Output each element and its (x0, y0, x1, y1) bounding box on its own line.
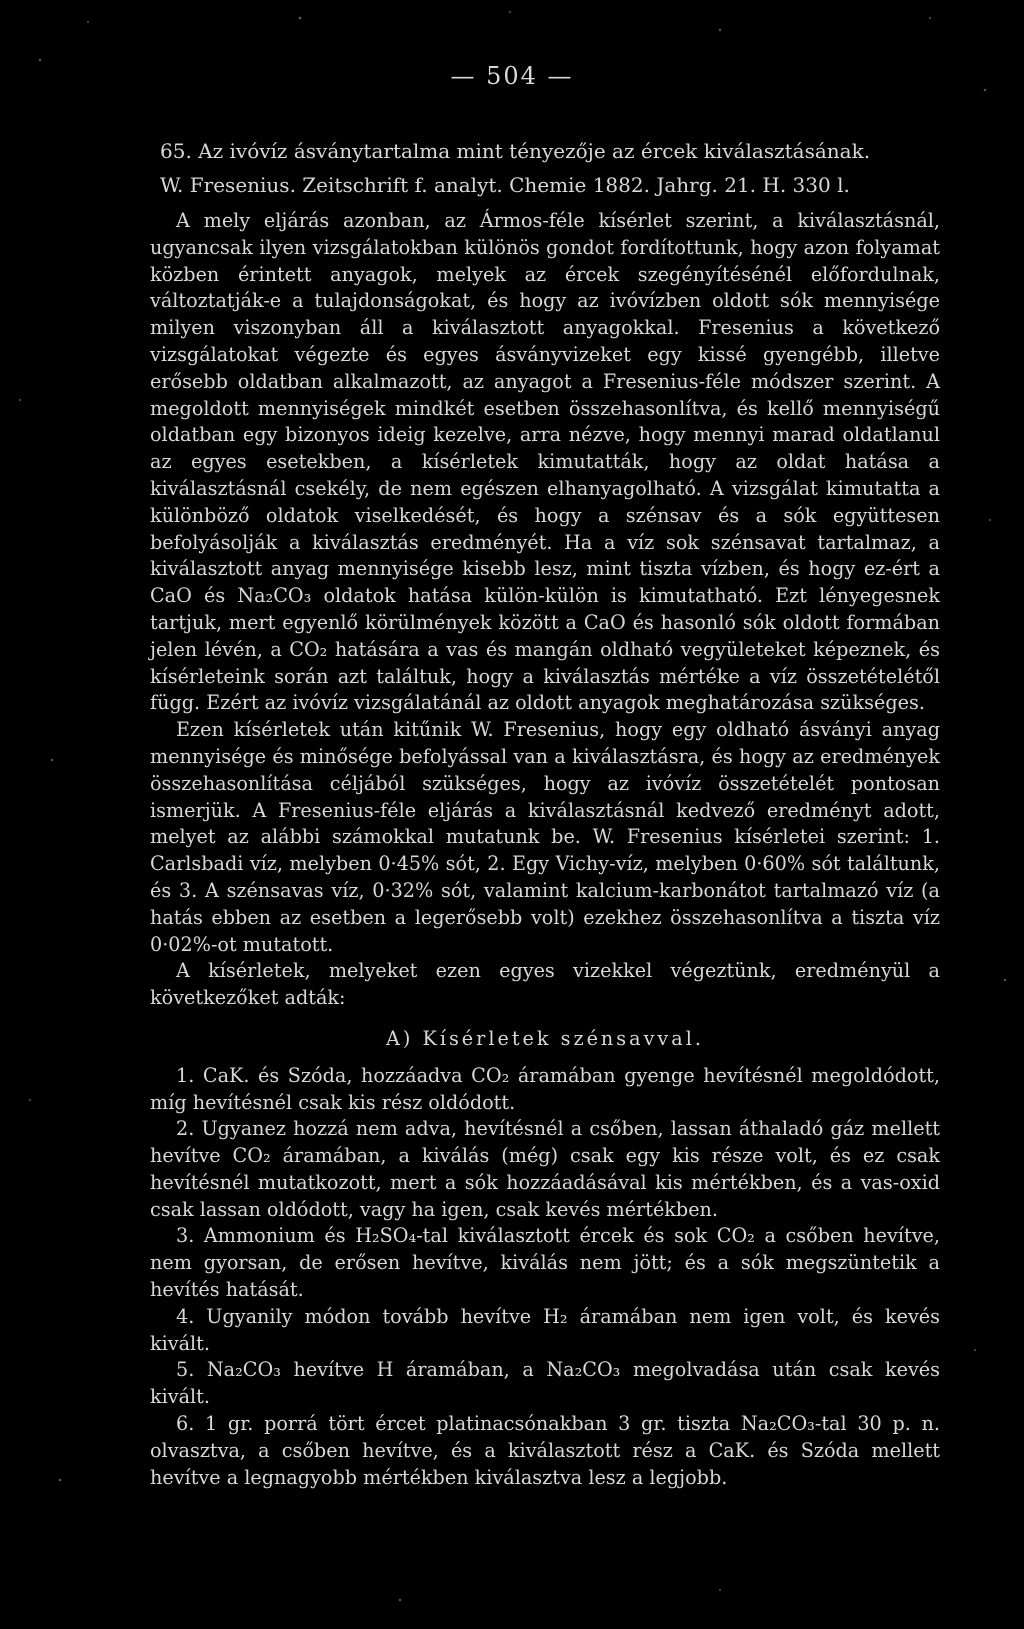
article-body (150, 208, 940, 1491)
paragraph: Ezen kísérletek után kitűnik W. Fresenius, hogy egy oldható ásványi anyag mennyisége és minősége befolyással van a kiválasztásra, és hogy az eredmények összehasonlítása céljából szükséges, hogy az ivóvíz összetételét pontosan ismerjük. A Fresenius-féle eljárás a kiválasztásnál kedvező eredményt adott, melyet az alábbi számokkal mutatunk be. W. Fresenius kísérletei szerint: 1. Carlsbadi víz, melyben 0·45% sót, 2. Egy Vichy-víz, melyben 0·60% sót találtunk, és 3. A szénsavas víz, 0·32% sót, valamint kalcium-karbonátot tartalmazó víz (a hatás ebben az esetben a legerősebb volt) ezekhez összehasonlítva a tiszta víz 0·02%-ot mutatott. (150, 718, 940, 956)
numbered-paragraph: 1. CaK. és Szóda, hozzáadva CO₂ áramában gyenge hevítésnél megoldódott, míg hevítésnél csak kis rész oldódott. (150, 1063, 940, 1114)
numbered-paragraph: 6. 1 gr. porrá tört ércet platinacsónakban 3 gr. tiszta Na₂CO₃-tal 30 p. n. olvasztva, a csőben hevítve, és a kiválasztott rész a CaK. és Szóda mellett hevítve a legnagyobb mértékben kiválasztva lesz a legjobb. (150, 1412, 940, 1489)
article-source: W. Fresenius. Zeitschrift f. analyt. Chemie 1882. Jahrg. 21. H. 330 l. (160, 173, 850, 197)
numbered-paragraph: 2. Ugyanez hozzá nem adva, hevítésnél a csőben, lassan áthaladó gáz mellett hevítve CO₂ áramában, a kiválás (még) csak egy kis része volt, és ez csak hevítésnél mutatkozott, mert a sók hozzáadásával kis mértékben, és a vas-oxid csak lassan oldódott, vagy ha igen, csak kevés mértékben. (150, 1117, 940, 1221)
section-heading: A) Kísérletek szénsavval. (386, 1026, 704, 1050)
numbered-paragraph: 3. Ammonium és H₂SO₄-tal kiválasztott ércek és sok CO₂ a csőben hevítve, nem gyorsan, de erősen hevítve, kiválás nem jött; és a sók megszüntetik a hevítés hatását. (150, 1224, 940, 1302)
paragraph: A kísérletek, melyeket ezen egyes vizekkel végeztünk, eredményül a következőket adták: (150, 959, 940, 1010)
numbered-paragraph: 4. Ugyanily módon tovább hevítve H₂ áramában nem igen volt, és kevés kivált. (150, 1304, 940, 1355)
article-title: 65. Az ivóvíz ásványtartalma mint tényezője az ércek kiválasztásának. (160, 139, 871, 163)
paragraph: A mely eljárás azonban, az Ármos-féle kísérlet szerint, a kiválasztásnál, ugyancsak ilyen vizsgálatokban különös gondot fordítottunk, hogy azon folyamat közben érintett anyagok, melyek az ércek szegényítésénél előfordulnak, változtatják-e a tulajdonságokat, és hogy az ivóvízben oldott sók mennyisége milyen viszonyban áll a kiválasztott anyagokkal. Fresenius a következő vizsgálatokat végezte és egyes ásványvizeket egy kissé gyengébb, illetve erősebb oldatban alkalmazott, az anyagot a Fresenius-féle módszer szerint. A megoldott mennyiségek mindkét esetben összehasonlítva, és kellő mennyiségű oldatban egy bizonyos ideig kezelve, arra nézve, hogy mennyi marad oldatlanul az egyes esetekben, a kísérletek kimutatták, hogy az oldat hatása a kiválasztásnál csekély, de nem egészen elhanyagolható. A vizsgálat kimutatta a különböző oldatok viselkedését, és hogy a szénsav és a sók együttesen befolyásolják a kiválasztás eredményét. Ha a víz sok szénsavat tartalmaz, a kiválasztott anyag mennyisége kisebb lesz, mint tiszta vízben, és hogy ez-ért a CaO és Na₂CO₃ oldatok hatása külön-külön is kimutatható. Ezt lényegesnek tartjuk, mert egyenlő körülmények között a CaO és hasonló sók oldott formában jelen lévén, a CO₂ hatására a vas és mangán oldható vegyületeket képeznek, és kísérleteink során azt találtuk, hogy a kiválasztás mértéke a víz összetételétől függ. Ezért az ivóvíz vizsgálatánál az oldott anyagok meghatározása szükséges. (150, 209, 940, 715)
numbered-paragraph: 5. Na₂CO₃ hevítve H áramában, a Na₂CO₃ megolvadása után csak kevés kivált. (150, 1358, 940, 1409)
page-number: — 504 — (450, 62, 574, 90)
